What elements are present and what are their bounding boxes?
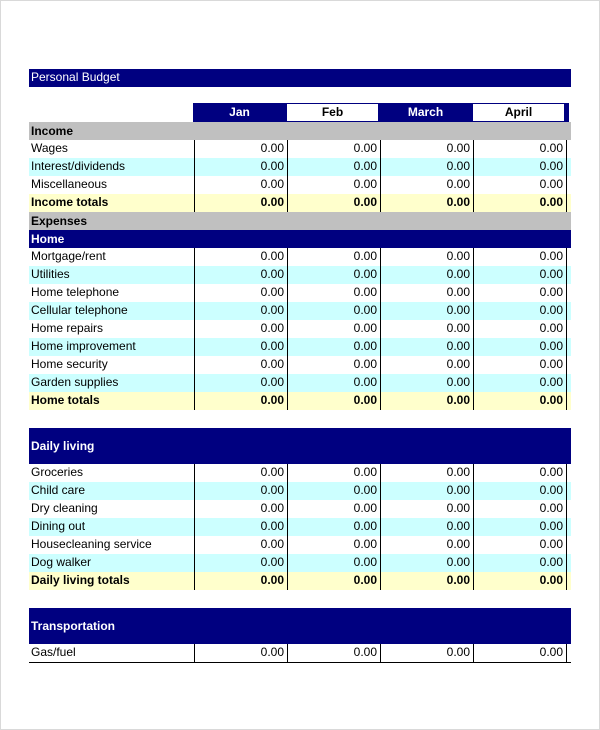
row-label[interactable]: Mortgage/rent <box>31 249 106 263</box>
next-month-stub <box>565 103 569 122</box>
value-cell[interactable]: 0.00 <box>287 338 380 356</box>
row-edge <box>566 644 570 662</box>
value-cell[interactable]: 0.00 <box>473 392 566 410</box>
value-cell[interactable]: 0.00 <box>473 338 566 356</box>
value-cell[interactable]: 0.00 <box>380 392 473 410</box>
row-label[interactable]: Home improvement <box>31 339 136 353</box>
value-cell[interactable]: 0.00 <box>287 374 380 392</box>
value-cell[interactable]: 0.00 <box>380 266 473 284</box>
row-label[interactable]: Gas/fuel <box>31 645 76 659</box>
value-cell[interactable]: 0.00 <box>473 266 566 284</box>
value-cell[interactable]: 0.00 <box>287 194 380 212</box>
value-cell[interactable]: 0.00 <box>287 284 380 302</box>
value-cell[interactable]: 0.00 <box>380 464 473 482</box>
value-cell[interactable]: 0.00 <box>287 392 380 410</box>
row-label[interactable]: Child care <box>31 483 86 497</box>
row-label[interactable]: Dry cleaning <box>31 501 98 515</box>
value-cell[interactable]: 0.00 <box>287 554 380 572</box>
value-cell[interactable]: 0.00 <box>287 248 380 266</box>
transportation-header <box>29 608 571 644</box>
row-label[interactable]: Home totals <box>31 393 100 407</box>
month-header-march[interactable]: March <box>379 103 472 122</box>
row-label[interactable]: Income totals <box>31 195 109 209</box>
value-cell[interactable]: 0.00 <box>287 464 380 482</box>
value-cell[interactable]: 0.00 <box>287 266 380 284</box>
value-cell[interactable]: 0.00 <box>287 518 380 536</box>
row-label[interactable]: Housecleaning service <box>31 537 152 551</box>
row-edge <box>566 338 570 356</box>
value-cell[interactable]: 0.00 <box>194 518 287 536</box>
row-edge <box>566 266 570 284</box>
value-cell[interactable]: 0.00 <box>473 356 566 374</box>
value-cell[interactable]: 0.00 <box>287 302 380 320</box>
value-cell[interactable]: 0.00 <box>194 302 287 320</box>
row-edge <box>566 140 570 158</box>
value-cell[interactable]: 0.00 <box>380 374 473 392</box>
value-cell[interactable]: 0.00 <box>473 644 566 662</box>
row-edge <box>566 536 570 554</box>
value-cell[interactable]: 0.00 <box>380 284 473 302</box>
daily-living-row <box>29 554 571 573</box>
row-edge <box>566 572 570 590</box>
daily-living-header <box>29 428 571 464</box>
home-header-label: Home <box>31 232 65 246</box>
header-spacer <box>29 103 193 122</box>
title-bar <box>29 69 571 87</box>
blank-cell[interactable] <box>29 590 194 608</box>
row-edge <box>566 518 570 536</box>
row-edge <box>566 482 570 500</box>
row-label[interactable]: Utilities <box>31 267 70 281</box>
home-row <box>29 356 571 375</box>
value-cell[interactable]: 0.00 <box>473 320 566 338</box>
row-label[interactable]: Garden supplies <box>31 375 119 389</box>
value-cell[interactable]: 0.00 <box>380 554 473 572</box>
row-label[interactable]: Miscellaneous <box>31 177 108 191</box>
month-header-jan[interactable]: Jan <box>193 103 286 122</box>
value-cell[interactable]: 0.00 <box>380 194 473 212</box>
value-cell[interactable]: 0.00 <box>473 140 566 158</box>
daily-living-row <box>29 464 571 483</box>
income-row <box>29 158 571 177</box>
value-cell[interactable]: 0.00 <box>380 248 473 266</box>
spacer-row <box>29 410 571 429</box>
value-cell[interactable]: 0.00 <box>194 320 287 338</box>
value-cell[interactable]: 0.00 <box>194 356 287 374</box>
value-cell[interactable]: 0.00 <box>380 356 473 374</box>
value-cell[interactable]: 0.00 <box>473 482 566 500</box>
value-cell[interactable]: 0.00 <box>287 644 380 662</box>
income-totals-row <box>29 194 571 213</box>
value-cell[interactable]: 0.00 <box>473 464 566 482</box>
value-cell[interactable]: 0.00 <box>287 536 380 554</box>
row-label[interactable]: Interest/dividends <box>31 159 126 173</box>
row-edge <box>566 302 570 320</box>
value-cell[interactable]: 0.00 <box>473 518 566 536</box>
row-edge <box>566 176 570 194</box>
row-edge <box>566 248 570 266</box>
value-cell[interactable]: 0.00 <box>473 572 566 590</box>
value-cell[interactable]: 0.00 <box>194 140 287 158</box>
transportation-header-label: Transportation <box>31 619 116 633</box>
blank-cell[interactable] <box>29 410 194 428</box>
row-label[interactable]: Cellular telephone <box>31 303 128 317</box>
value-cell[interactable]: 0.00 <box>194 536 287 554</box>
value-cell[interactable]: 0.00 <box>194 374 287 392</box>
row-edge <box>566 356 570 374</box>
home-row <box>29 284 571 303</box>
value-cell[interactable]: 0.00 <box>380 302 473 320</box>
home-row <box>29 338 571 357</box>
row-edge <box>566 320 570 338</box>
value-cell[interactable]: 0.00 <box>473 302 566 320</box>
value-cell[interactable]: 0.00 <box>287 176 380 194</box>
expenses-header-label: Expenses <box>31 214 88 228</box>
row-label[interactable]: Home repairs <box>31 321 104 335</box>
value-cell[interactable]: 0.00 <box>380 338 473 356</box>
home-totals-row <box>29 392 571 411</box>
value-cell[interactable]: 0.00 <box>287 500 380 518</box>
daily-living-row <box>29 482 571 501</box>
home-row <box>29 374 571 393</box>
value-cell[interactable]: 0.00 <box>194 500 287 518</box>
value-cell[interactable]: 0.00 <box>287 140 380 158</box>
value-cell[interactable]: 0.00 <box>194 392 287 410</box>
value-cell[interactable]: 0.00 <box>380 500 473 518</box>
row-edge <box>566 500 570 518</box>
value-cell[interactable]: 0.00 <box>194 284 287 302</box>
row-label[interactable]: Groceries <box>31 465 84 479</box>
value-cell[interactable]: 0.00 <box>287 158 380 176</box>
value-cell[interactable]: 0.00 <box>473 158 566 176</box>
home-row <box>29 320 571 339</box>
value-cell[interactable]: 0.00 <box>380 572 473 590</box>
value-cell[interactable]: 0.00 <box>380 536 473 554</box>
income-row <box>29 140 571 159</box>
row-edge <box>566 464 570 482</box>
row-label[interactable]: Home telephone <box>31 285 120 299</box>
value-cell[interactable]: 0.00 <box>380 140 473 158</box>
row-edge <box>566 392 570 410</box>
row-edge <box>566 158 570 176</box>
value-cell[interactable]: 0.00 <box>380 320 473 338</box>
month-header-feb[interactable]: Feb <box>286 103 379 122</box>
home-row <box>29 248 571 267</box>
value-cell[interactable]: 0.00 <box>380 158 473 176</box>
value-cell[interactable]: 0.00 <box>473 248 566 266</box>
income-header <box>29 122 571 140</box>
month-header-april[interactable]: April <box>472 103 565 122</box>
spacer-row <box>29 590 571 609</box>
value-cell[interactable]: 0.00 <box>194 176 287 194</box>
row-label[interactable]: Home security <box>31 357 108 371</box>
value-cell[interactable]: 0.00 <box>287 572 380 590</box>
row-label[interactable]: Dog walker <box>31 555 92 569</box>
value-cell[interactable]: 0.00 <box>380 518 473 536</box>
value-cell[interactable]: 0.00 <box>194 248 287 266</box>
value-cell[interactable]: 0.00 <box>194 266 287 284</box>
value-cell[interactable]: 0.00 <box>380 176 473 194</box>
value-cell[interactable]: 0.00 <box>380 644 473 662</box>
row-edge <box>566 554 570 572</box>
daily-living-row <box>29 518 571 537</box>
home-row <box>29 302 571 321</box>
home-header <box>29 230 571 248</box>
income-row <box>29 176 571 195</box>
value-cell[interactable]: 0.00 <box>194 464 287 482</box>
daily-living-row <box>29 500 571 519</box>
value-cell[interactable]: 0.00 <box>380 482 473 500</box>
row-label[interactable]: Dining out <box>31 519 86 533</box>
value-cell[interactable]: 0.00 <box>194 158 287 176</box>
daily-living-row <box>29 536 571 555</box>
value-cell[interactable]: 0.00 <box>473 554 566 572</box>
income-header-label: Income <box>31 124 74 138</box>
value-cell[interactable]: 0.00 <box>194 338 287 356</box>
value-cell[interactable]: 0.00 <box>194 554 287 572</box>
value-cell[interactable]: 0.00 <box>473 284 566 302</box>
transportation-row <box>29 644 571 663</box>
value-cell[interactable]: 0.00 <box>473 374 566 392</box>
value-cell[interactable]: 0.00 <box>194 644 287 662</box>
value-cell[interactable]: 0.00 <box>473 194 566 212</box>
sheet-title[interactable]: Personal Budget <box>31 70 120 84</box>
value-cell[interactable]: 0.00 <box>194 194 287 212</box>
value-cell[interactable]: 0.00 <box>287 356 380 374</box>
daily-living-totals-row <box>29 572 571 591</box>
value-cell[interactable]: 0.00 <box>194 572 287 590</box>
row-label[interactable]: Wages <box>31 141 68 155</box>
row-label[interactable]: Daily living totals <box>31 573 130 587</box>
daily-living-header-label: Daily living <box>31 439 95 453</box>
value-cell[interactable]: 0.00 <box>473 536 566 554</box>
value-cell[interactable]: 0.00 <box>473 176 566 194</box>
value-cell[interactable]: 0.00 <box>287 320 380 338</box>
expenses-header <box>29 212 571 230</box>
row-edge <box>566 374 570 392</box>
home-row <box>29 266 571 285</box>
value-cell[interactable]: 0.00 <box>194 482 287 500</box>
month-header-row <box>29 103 571 122</box>
value-cell[interactable]: 0.00 <box>473 500 566 518</box>
row-edge <box>566 194 570 212</box>
row-edge <box>566 284 570 302</box>
value-cell[interactable]: 0.00 <box>287 482 380 500</box>
